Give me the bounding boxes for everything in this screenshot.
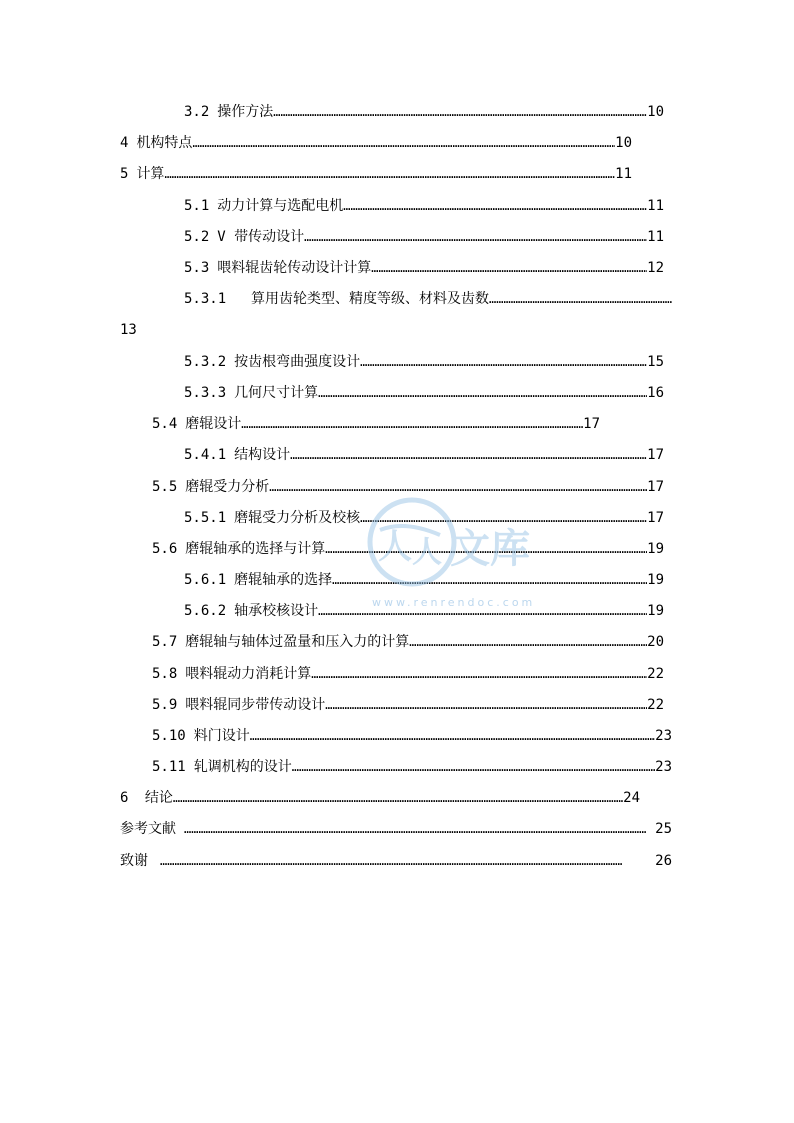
toc-entry-references[interactable] [120,819,672,839]
toc-page-number: 17 [647,447,664,463]
toc-entry-4[interactable] [120,133,632,153]
watermark-glyph-2: 人 [412,535,442,570]
toc-page-number: 17 [647,510,664,526]
toc-number: 6 [120,790,129,806]
toc-number: 4 [120,135,129,151]
toc-leader [241,414,583,434]
toc-number: 5.10 [152,728,186,744]
toc-entry-5-10[interactable] [152,726,672,746]
toc-number: 3.2 [184,104,210,120]
toc-entry-5[interactable] [120,164,632,184]
toc-number: 5.5 [152,479,178,495]
toc-entry-5-11[interactable] [152,757,672,777]
watermark-glyph-1: 人 [378,527,412,567]
watermark-url: www.renrendoc.com [372,596,536,609]
toc-title: 料门设计 [193,728,250,744]
toc-leader [360,508,647,528]
toc-leader [311,664,647,684]
toc-number: 5.4 [152,416,178,432]
toc-number: 5.3.1 [184,291,227,307]
toc-title: 几何尺寸计算 [234,385,319,401]
toc-number: 5 [120,166,129,182]
toc-number: 5.1 [184,198,210,214]
toc-title: 喂料辊动力消耗计算 [185,666,312,682]
toc-page-number: 22 [647,666,664,682]
toc-leader [173,788,623,808]
toc-title: 结论 [136,790,173,806]
toc-entry-5-9[interactable] [152,695,664,715]
toc-title: 按齿根弯曲强度设计 [234,354,361,370]
toc-title: 致谢 [120,853,148,869]
toc-title: 操作方法 [217,104,274,120]
toc-page-number: 16 [647,385,664,401]
toc-entry-6[interactable] [120,788,640,808]
toc-title: 动力计算与选配电机 [217,198,344,214]
toc-page-number: 17 [583,416,600,432]
toc-entry-5-4-1[interactable] [184,445,664,465]
watermark-glyph-4: 库 [490,526,530,572]
toc-leader [269,477,647,497]
toc-title: 结构设计 [234,447,291,463]
toc-page-number: 19 [647,572,664,588]
toc-title: 磨辊轴承的选择 [234,572,333,588]
toc-entry-5-4[interactable] [152,414,600,434]
toc-page-number: 22 [647,697,664,713]
toc-entry-acknowledgements[interactable] [120,851,672,871]
toc-page-number: 15 [647,354,664,370]
toc-title: 轧调机构的设计 [193,759,292,775]
toc-entry-5-7[interactable] [152,632,664,652]
toc-entry-3-2[interactable] [184,102,664,122]
toc-number: 5.9 [152,697,178,713]
toc-page-number: 24 [623,790,640,806]
toc-page-number: 10 [647,104,664,120]
toc-page-number-wrapped: 13 [120,322,137,338]
toc-leader [164,164,615,184]
toc-number: 5.3.2 [184,354,227,370]
toc-number: 5.8 [152,666,178,682]
toc-title: V 带传动设计 [217,229,305,245]
toc-title: 参考文献 [120,821,176,837]
toc-number: 5.6.2 [184,603,227,619]
toc-title: 机构特点 [136,135,193,151]
toc-leader [371,258,647,278]
toc-leader [273,102,647,122]
toc-page-number: 23 [655,728,672,744]
toc-page-number: 11 [647,229,664,245]
toc-number: 5.7 [152,634,178,650]
toc-number: 5.4.1 [184,447,227,463]
toc-entry-5-6[interactable] [152,539,664,559]
toc-leader [250,726,655,746]
toc-page-number: 19 [647,603,664,619]
toc-leader [184,819,655,839]
toc-leader [192,133,615,153]
toc-entry-5-3-2[interactable] [184,352,664,372]
toc-leader [489,289,672,309]
toc-leader [332,570,647,590]
toc-page-number: 10 [615,135,632,151]
toc-number: 5.3 [184,260,210,276]
toc-entry-5-6-1[interactable] [184,570,664,590]
toc-entry-5-3-3[interactable] [184,383,664,403]
toc-number: 5.5.1 [184,510,227,526]
toc-page-number: 26 [655,853,672,869]
toc-leader [318,383,647,403]
toc-page-number: 17 [647,479,664,495]
toc-page-number: 23 [655,759,672,775]
toc-entry-5-3-1[interactable] [184,289,672,309]
toc-title: 磨辊受力分析及校核 [234,510,361,526]
toc-number: 5.6 [152,541,178,557]
watermark-glyph-3: 文 [450,526,490,572]
toc-leader [325,539,647,559]
toc-entry-5-3[interactable] [184,258,664,278]
toc-page-number: 12 [647,260,664,276]
toc-entry-5-5[interactable] [152,477,664,497]
toc-title: 轴承校核设计 [234,603,319,619]
toc-title: 磨辊轴与轴体过盈量和压入力的计算 [185,634,410,650]
toc-entry-5-2[interactable] [184,227,664,247]
toc-leader [290,445,647,465]
toc-entry-5-1[interactable] [184,196,664,216]
toc-entry-5-5-1[interactable] [184,508,664,528]
toc-title: 喂料辊同步带传动设计 [185,697,326,713]
toc-page-number: 11 [615,166,632,182]
toc-number: 5.3.3 [184,385,227,401]
toc-leader [360,352,647,372]
toc-page-number: 11 [647,198,664,214]
toc-title: 磨辊设计 [185,416,242,432]
toc-number: 5.11 [152,759,186,775]
toc-entry-5-8[interactable] [152,664,664,684]
toc-leader [343,196,647,216]
toc-number: 5.2 [184,229,210,245]
toc-page-number: 25 [655,821,672,837]
toc-title: 磨辊轴承的选择与计算 [185,541,326,557]
toc-title: 算用齿轮类型、精度等级、材料及齿数 [234,291,490,307]
toc-leader [409,632,647,652]
toc-page-number: 20 [647,634,664,650]
toc-leader [160,851,655,871]
toc-leader [304,227,647,247]
toc-title: 计算 [136,166,165,182]
toc-leader [292,757,655,777]
toc-page-number: 19 [647,541,664,557]
toc-title: 磨辊受力分析 [185,479,270,495]
toc-leader [325,695,647,715]
toc-number: 5.6.1 [184,572,227,588]
toc-title: 喂料辊齿轮传动设计计算 [217,260,372,276]
